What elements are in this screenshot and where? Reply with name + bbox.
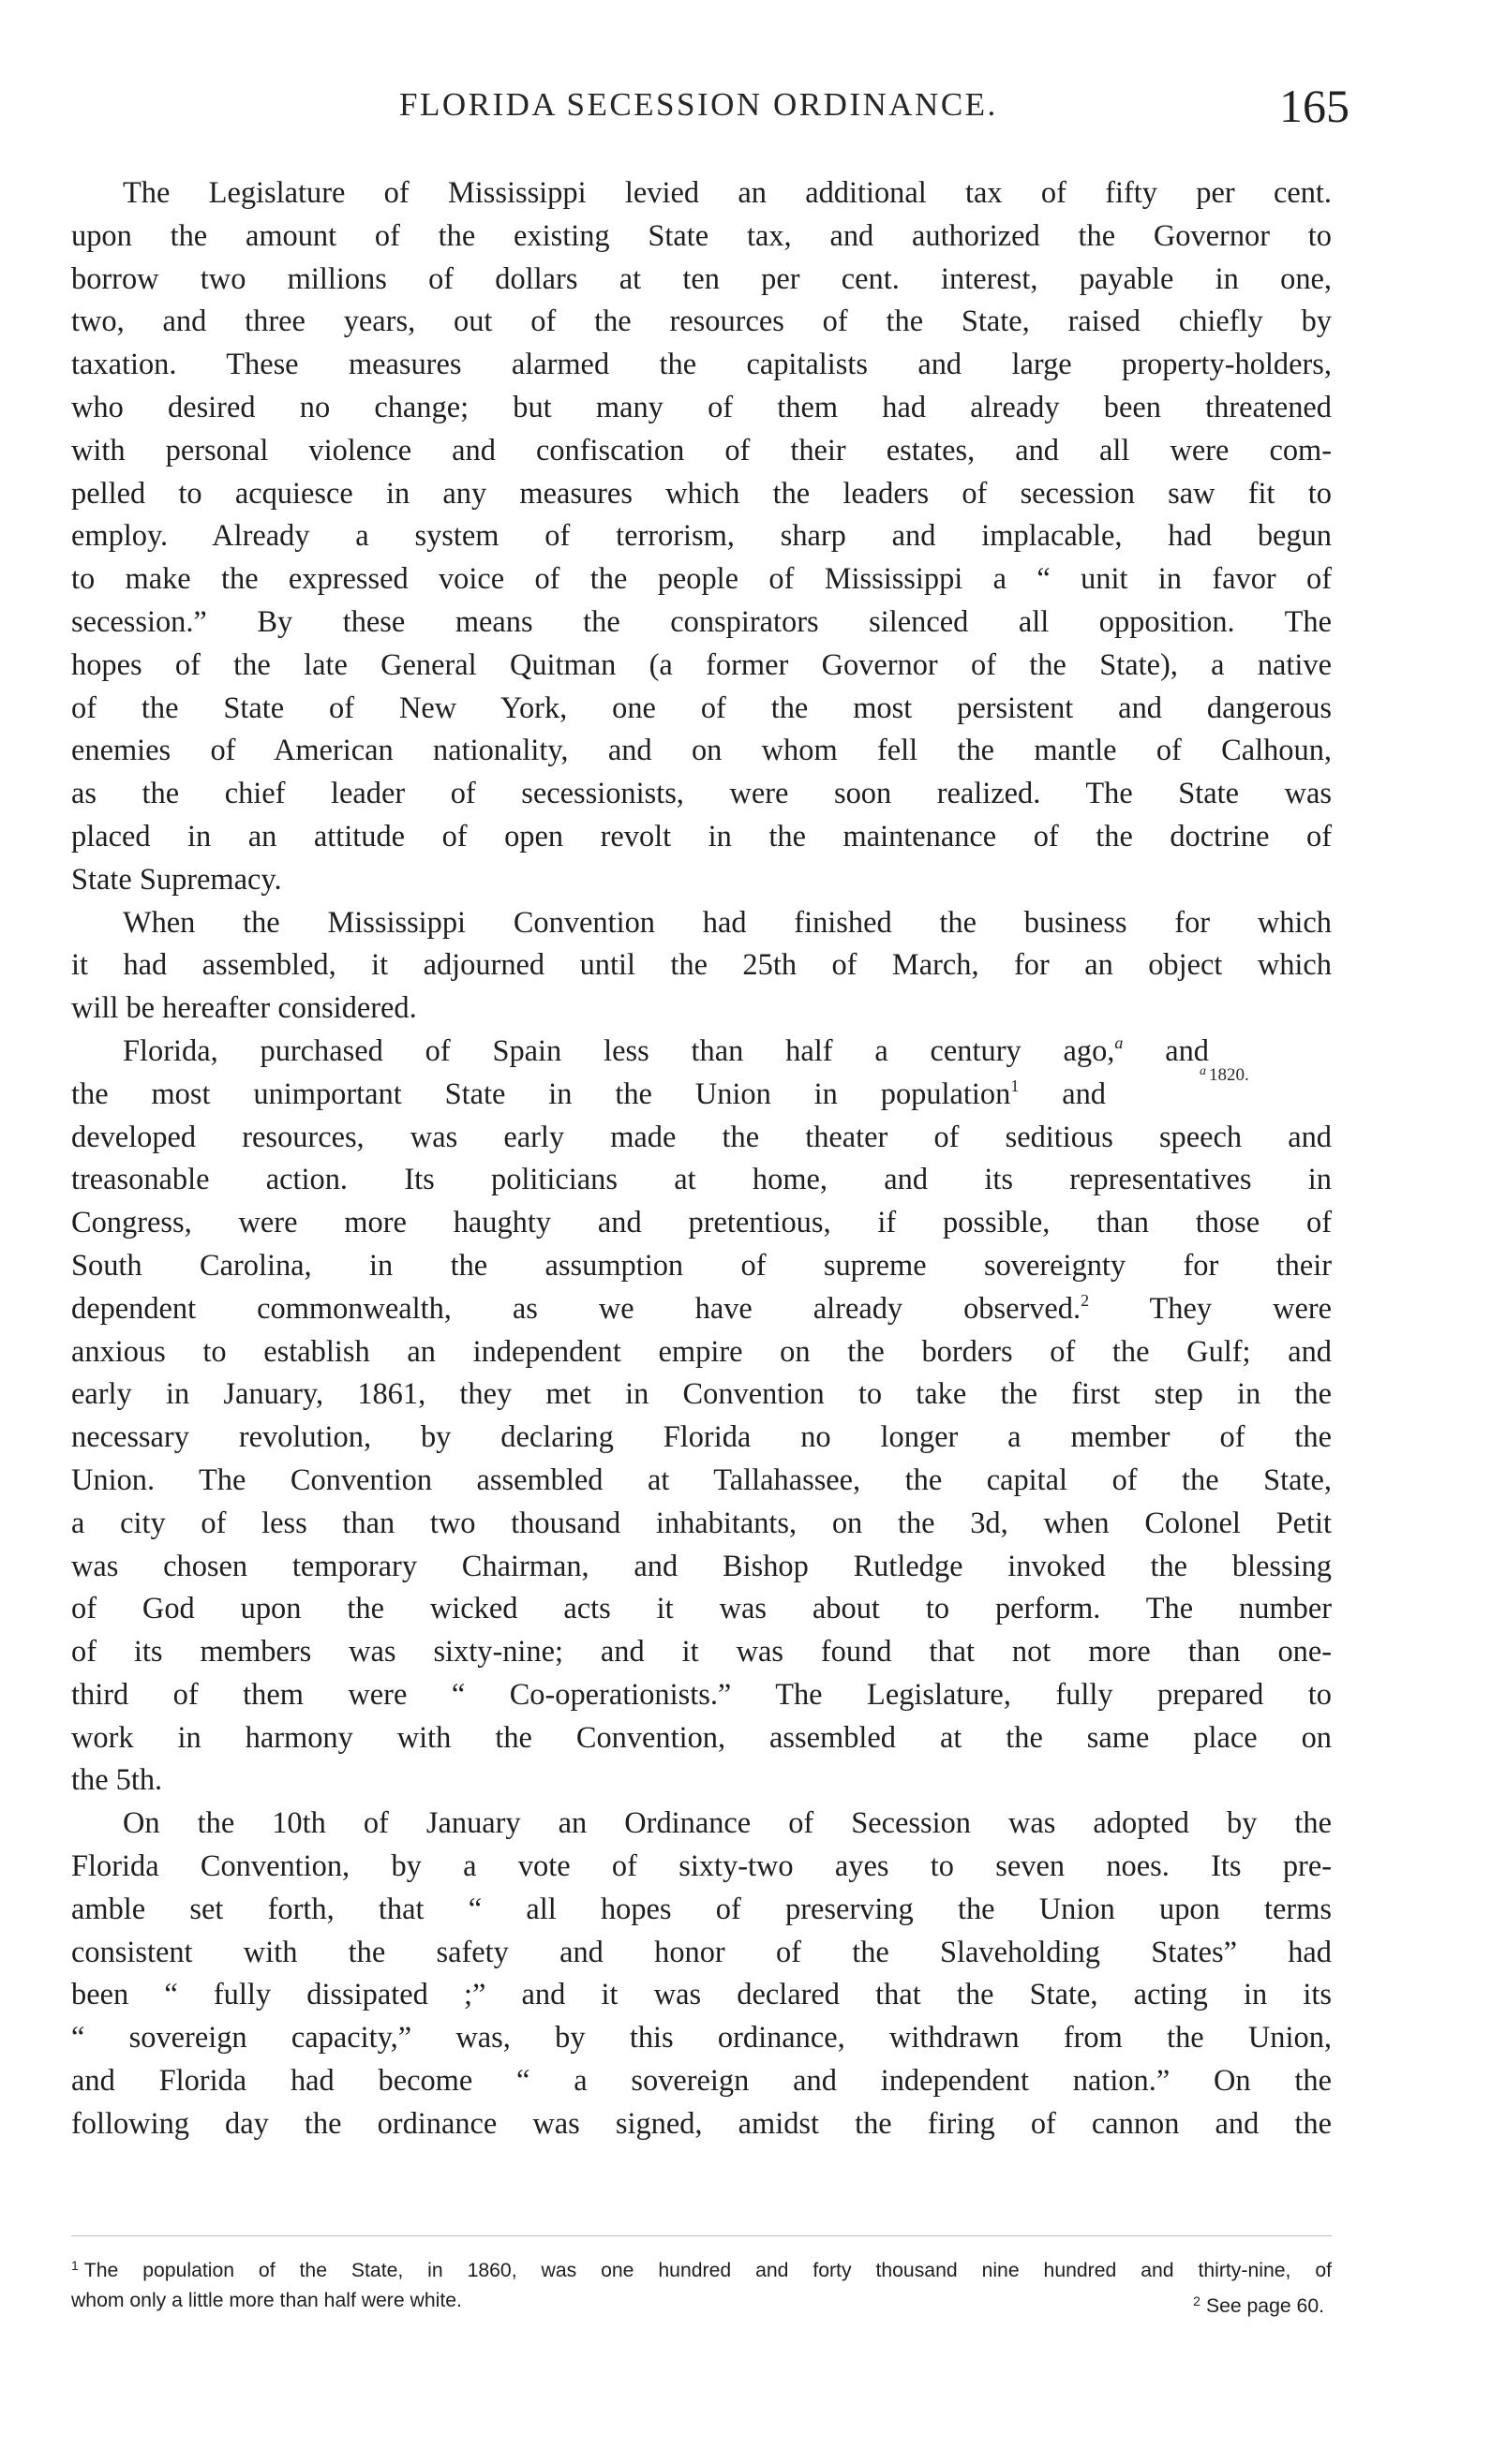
footnote-rule xyxy=(71,2235,1332,2236)
body-line: following day the ordinance was signed, amidst the firing of cannon and the xyxy=(71,2106,1332,2141)
body-line: “ sovereign capacity,” was, by this ordinance, withdrawn from the Union, xyxy=(71,2021,1332,2056)
body-line: it had assembled, it adjourned until the 25th of March, for an object which xyxy=(71,948,1332,983)
body-line: the most unimportant State in the Union in population$^1$ and xyxy=(71,1076,1106,1111)
body-line: two, and three years, out of the resources of the State, raised chiefly by xyxy=(71,304,1332,339)
footnote-reference: a xyxy=(1114,1032,1124,1052)
body-line: developed resources, was early made the theater of seditious speech and xyxy=(71,1120,1332,1154)
body-line: with personal violence and confiscation of their estates, and all were com- xyxy=(71,433,1332,468)
footnote-reference: 2 xyxy=(1081,1290,1090,1310)
body-line: who desired no change; but many of them had already been threatened xyxy=(71,390,1332,424)
body-line: been “ fully dissipated ;” and it was declared that the State, acting in its xyxy=(71,1978,1332,2012)
body-line: a city of less than two thousand inhabitants, on the 3d, when Colonel Petit xyxy=(71,1506,1332,1540)
footnotes xyxy=(71,2250,1332,2316)
body-line: and Florida had become “ a sovereign and independent nation.” On the xyxy=(71,2064,1332,2099)
body-line: dependent commonwealth, as we have already observed.$^2$ They were xyxy=(71,1290,1333,1326)
running-title: FLORIDA SECESSION ORDINANCE. xyxy=(399,86,998,123)
body-line: as the chief leader of secessionists, were soon realized. The State was xyxy=(71,777,1332,811)
body-line: secession.” By these means the conspirators silenced all opposition. The xyxy=(71,604,1332,639)
body-line: anxious to establish an independent empire on the borders of the Gulf; and xyxy=(71,1334,1332,1369)
body-line: upon the amount of the existing State tax, and authorized the Governor to xyxy=(71,218,1332,253)
body-line: necessary revolution, by declaring Florida no longer a member of the xyxy=(71,1420,1332,1455)
margin-note xyxy=(1200,1064,1249,1086)
body-line: hopes of the late General Quitman (a former Governor of the State), a native xyxy=(71,647,1332,682)
margin-note-year: 1820. xyxy=(1209,1065,1249,1085)
body-line: of the State of New York, one of the most persistent and dangerous xyxy=(71,690,1332,725)
body-line: placed in an attitude of open revolt in the maintenance of the doctrine of xyxy=(71,819,1332,853)
body-line: the 5th. xyxy=(71,1763,163,1798)
body-line: of its members was sixty-nine; and it was found that not more than one- xyxy=(71,1635,1332,1670)
footnote-2-number: 2 xyxy=(1193,2293,1200,2308)
body-line: On the 10th of January an Ordinance of Secession was adopted by the xyxy=(123,1806,1332,1841)
footnote-2: $^2$ See page 60. xyxy=(1193,2293,1324,2317)
page-header xyxy=(71,80,1349,133)
footnote-1-line-2: whom only a little more than half were white. $^2$ See page 60. xyxy=(71,2286,1332,2316)
body-line: Congress, were more haughty and pretentious, if possible, than those of xyxy=(71,1206,1332,1240)
page-number: 165 xyxy=(1279,80,1349,132)
body-line: State Supremacy. xyxy=(71,862,282,897)
body-line: South Carolina, in the assumption of supreme sovereignty for their xyxy=(71,1248,1332,1283)
body-line: of God upon the wicked acts it was about to perform. The number xyxy=(71,1592,1332,1626)
body-line: Florida Convention, by a vote of sixty-two ayes to seven noes. Its pre- xyxy=(71,1849,1332,1884)
footnote-1-number: 1 xyxy=(71,2258,79,2273)
body-line: to make the expressed voice of the people of Mississippi a “ unit in favor of xyxy=(71,562,1332,597)
body-line: Union. The Convention assembled at Tallahassee, the capital of the State, xyxy=(71,1462,1332,1497)
body-line: The Legislature of Mississippi levied an additional tax of fifty per cent. xyxy=(123,176,1332,210)
body-text xyxy=(71,172,1332,2146)
body-line: treasonable action. Its politicians at home, and its representatives in xyxy=(71,1163,1332,1197)
body-line: will be hereafter considered. xyxy=(71,991,417,1026)
body-line: enemies of American nationality, and on whom fell the mantle of Calhoun, xyxy=(71,734,1332,768)
body-line: amble set forth, that “ all hopes of preserving the Union upon terms xyxy=(71,1892,1332,1926)
body-line: was chosen temporary Chairman, and Bishop Rutledge invoked the blessing xyxy=(71,1549,1332,1583)
body-line: Florida, purchased of Spain less than half a century ago,$^a$ and xyxy=(123,1032,1209,1068)
margin-note-letter: a xyxy=(1200,1064,1206,1078)
footnote-reference: 1 xyxy=(1010,1076,1020,1095)
body-line: borrow two millions of dollars at ten per cent. interest, payable in one, xyxy=(71,261,1332,296)
body-line: pelled to acquiesce in any measures which the leaders of secession saw fit to xyxy=(71,476,1332,511)
body-line: employ. Already a system of terrorism, sharp and implacable, had begun xyxy=(71,519,1332,554)
footnote-1-line-1: $^1$ The population of the State, in 1860, was one hundred and forty thousand nine hundred and thirty-nine, of xyxy=(71,2258,1332,2281)
body-line: work in harmony with the Convention, assembled at the same place on xyxy=(71,1720,1332,1755)
body-line: consistent with the safety and honor of the Slaveholding States” had xyxy=(71,1935,1332,1969)
body-line: When the Mississippi Convention had finished the business for which xyxy=(123,905,1332,940)
body-line: early in January, 1861, they met in Convention to take the first step in the xyxy=(71,1377,1332,1412)
body-line: taxation. These measures alarmed the capitalists and large property-holders, xyxy=(71,348,1332,382)
body-line: third of them were “ Co-operationists.” The Legislature, fully prepared to xyxy=(71,1677,1332,1712)
